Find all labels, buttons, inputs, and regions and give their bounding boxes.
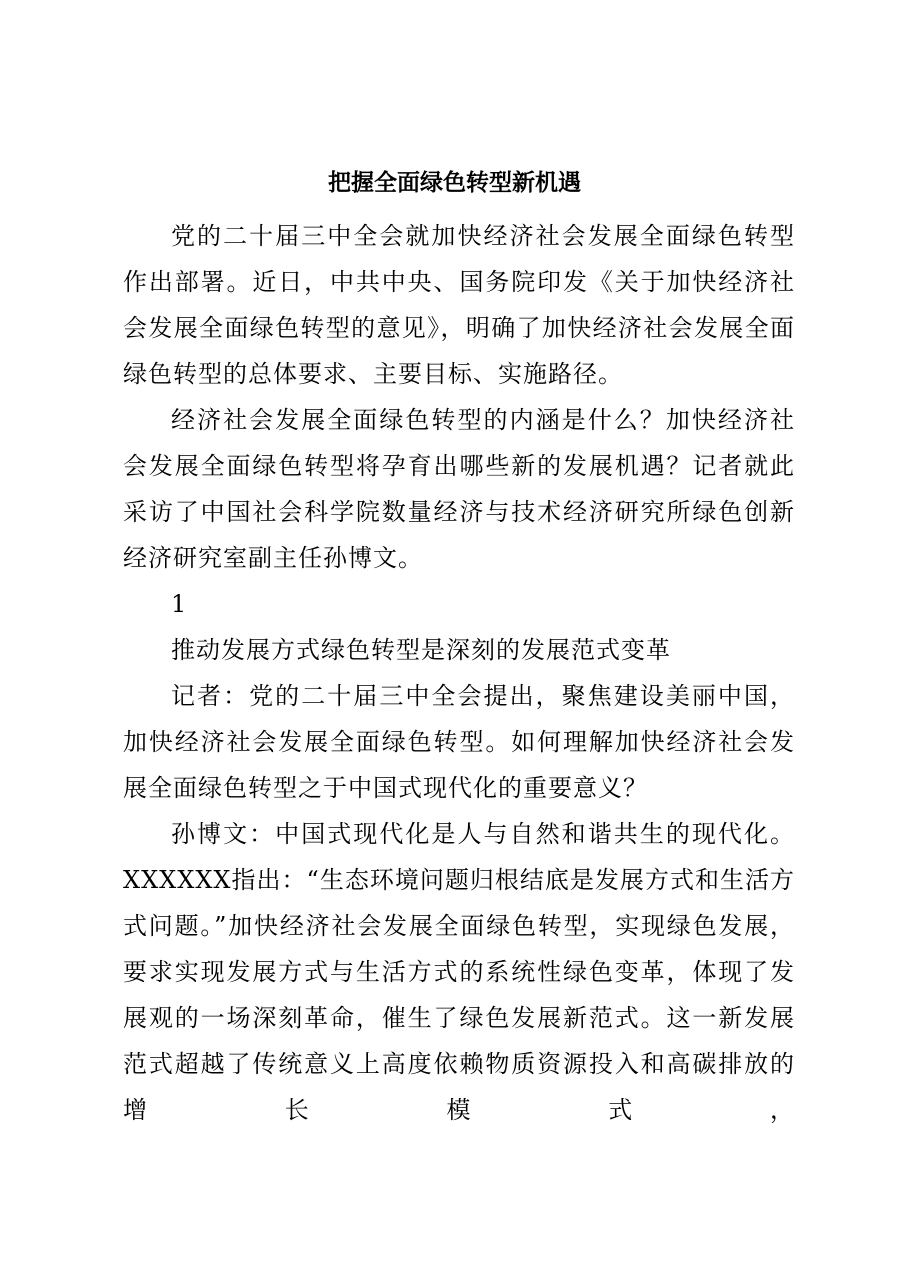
paragraph-answer: 孙博文：中国式现代化是人与自然和谐共生的现代化。XXXXXX指出：“生态环境问题归根结底是发展方式和生活方式问题。”加快经济社会发展全面绿色转型，实现绿色发展，要求实现发展方式与生活方式的系统性绿色变革，体现了发展观的一场深刻革命，催生了绿色发展新范式。这一新发展范式超越了传统意义上高度依赖物质资源投入和高碳排放的增长模式， <box>123 820 795 1124</box>
paragraph-reporter-question: 记者：党的二十届三中全会提出，聚焦建设美丽中国，加快经济社会发展全面绿色转型。如何理解加快经济社会发展全面绿色转型之于中国式现代化的重要意义？ <box>123 682 795 802</box>
document-body <box>123 213 795 1133</box>
section-heading: 推动发展方式绿色转型是深刻的发展范式变革 <box>171 636 671 664</box>
paragraph-intro: 党的二十届三中全会就加快经济社会发展全面绿色转型作出部署。近日，中共中央、国务院印发《关于加快经济社会发展全面绿色转型的意见》，明确了加快经济社会发展全面绿色转型的总体要求、主要目标、实施路径。 <box>123 222 795 388</box>
section-number: 1 <box>171 590 188 618</box>
document-title: 把握全面绿色转型新机遇 <box>328 169 581 196</box>
paragraph-questions: 经济社会发展全面绿色转型的内涵是什么？加快经济社会发展全面绿色转型将孕育出哪些新的发展机遇？记者就此采访了中国社会科学院数量经济与技术经济研究所绿色创新经济研究室副主任孙博文。 <box>123 406 795 572</box>
